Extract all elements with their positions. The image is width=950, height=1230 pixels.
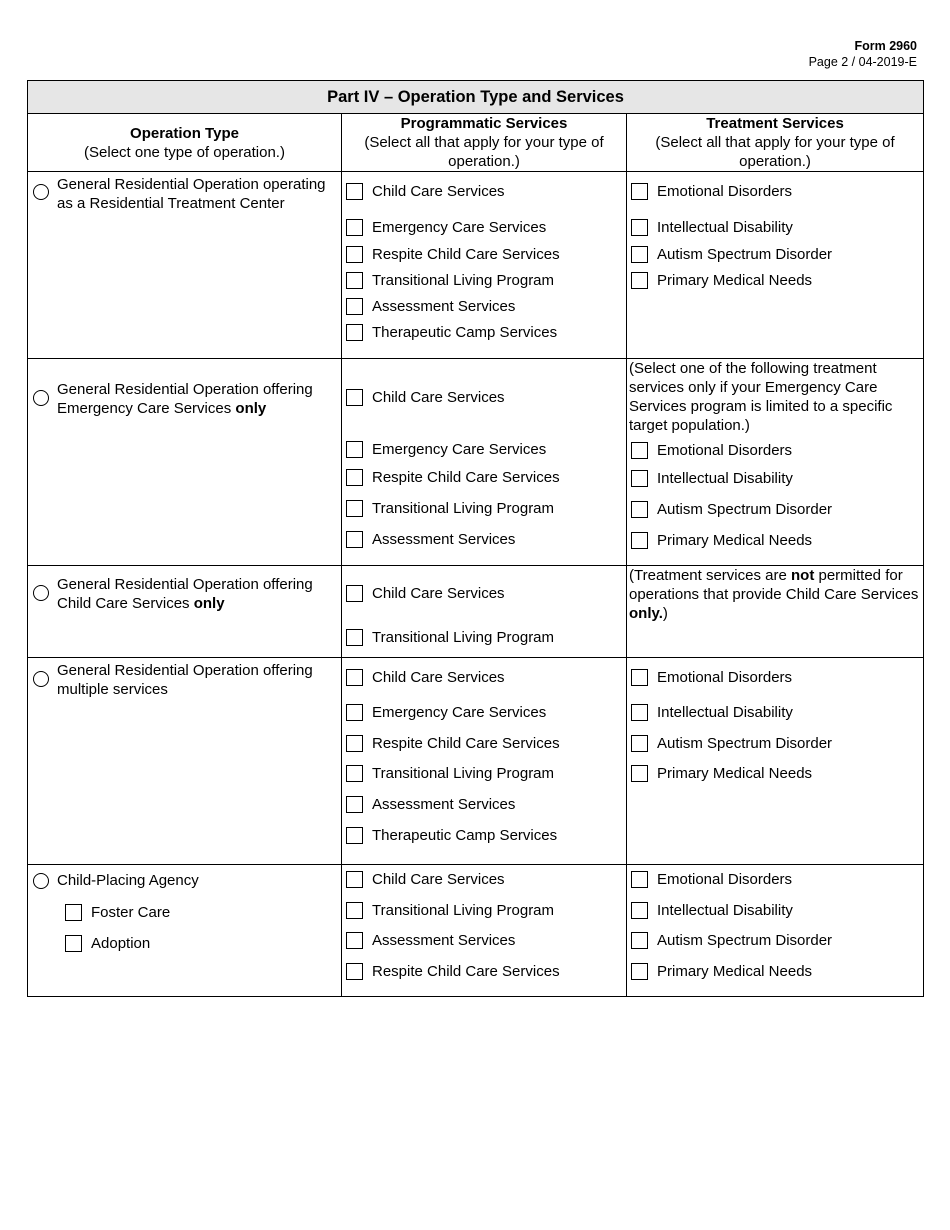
checkbox-label: Child Care Services — [372, 389, 505, 406]
checkbox-label: Assessment Services — [372, 796, 516, 813]
form-header — [809, 38, 917, 70]
checkbox-label: Primary Medical Needs — [657, 532, 813, 549]
checkbox[interactable] — [346, 629, 363, 646]
checkbox[interactable] — [346, 469, 363, 486]
note-text: permitted for operations that provide Child Care Services — [629, 567, 919, 603]
checkbox[interactable] — [346, 183, 363, 200]
checkbox[interactable] — [346, 219, 363, 236]
checkbox-item[interactable] — [342, 735, 626, 752]
checkbox-item[interactable] — [627, 669, 923, 686]
checkbox-label: Assessment Services — [372, 932, 516, 949]
checkbox[interactable] — [346, 585, 363, 602]
checkbox-label: Therapeutic Camp Services — [372, 324, 558, 341]
checkbox-item[interactable] — [342, 704, 626, 721]
note-text: ) — [662, 605, 668, 622]
checkbox[interactable] — [346, 531, 363, 548]
operation-type-title: Operation Type — [130, 124, 239, 142]
checkbox-item[interactable] — [627, 442, 923, 459]
checkbox[interactable] — [346, 827, 363, 844]
treatment-subtitle: (Select all that apply for your type of operation.) — [655, 134, 895, 170]
checkbox[interactable] — [631, 765, 648, 782]
checkbox-label: Primary Medical Needs — [657, 272, 813, 289]
checkbox[interactable] — [631, 532, 648, 549]
checkbox-label: Emotional Disorders — [657, 183, 793, 200]
operation-option-cpa[interactable] — [28, 865, 341, 890]
checkbox[interactable] — [346, 735, 363, 752]
checkbox-label: Foster Care — [91, 904, 171, 921]
checkbox-label: Emergency Care Services — [372, 219, 547, 236]
checkbox-label: Autism Spectrum Disorder — [657, 246, 833, 263]
checkbox-label: Transitional Living Program — [372, 272, 555, 289]
checkbox-item[interactable] — [342, 246, 626, 263]
checkbox-item[interactable] — [627, 765, 923, 782]
checkbox[interactable] — [65, 904, 82, 921]
checkbox-label: Respite Child Care Services — [372, 735, 560, 752]
checkbox[interactable] — [346, 871, 363, 888]
checkbox[interactable] — [346, 500, 363, 517]
operation-option-label: General Residential Operation operating as a Residential Treatment Center — [57, 176, 326, 212]
operation-option-multiple[interactable] — [28, 658, 341, 699]
checkbox-item[interactable] — [342, 765, 626, 782]
checkbox-item[interactable] — [342, 963, 626, 980]
checkbox-label: Child Care Services — [372, 669, 505, 686]
checkbox[interactable] — [631, 501, 648, 518]
operation-type-header — [28, 114, 342, 172]
checkbox-item[interactable] — [627, 532, 923, 549]
form-number: Form 2960 — [854, 39, 917, 53]
checkbox[interactable] — [631, 902, 648, 919]
checkbox-item[interactable] — [342, 902, 626, 919]
note-bold: only. — [629, 605, 663, 622]
checkbox-item[interactable] — [342, 500, 626, 517]
operation-option-childcare[interactable] — [28, 572, 341, 613]
table-row — [28, 566, 924, 658]
treatment-note — [627, 566, 923, 623]
checkbox-label: Intellectual Disability — [657, 704, 793, 721]
checkbox[interactable] — [346, 765, 363, 782]
checkbox[interactable] — [346, 298, 363, 315]
operation-option-rtc[interactable] — [28, 172, 341, 213]
checkbox-item[interactable] — [342, 324, 626, 341]
checkbox[interactable] — [631, 871, 648, 888]
checkbox-label: Child Care Services — [372, 871, 505, 888]
checkbox-item[interactable] — [342, 272, 626, 289]
operation-type-subtitle: (Select one type of operation.) — [84, 143, 285, 161]
checkbox-item[interactable] — [342, 441, 626, 458]
checkbox-label: Emergency Care Services — [372, 441, 547, 458]
checkbox-item[interactable] — [627, 871, 923, 888]
checkbox-label: Respite Child Care Services — [372, 246, 560, 263]
part-title: Part IV – Operation Type and Services — [28, 81, 924, 114]
checkbox-label: Transitional Living Program — [372, 500, 555, 517]
checkbox-item[interactable] — [627, 246, 923, 263]
table-row — [28, 865, 924, 997]
table-row — [28, 658, 924, 865]
checkbox[interactable] — [631, 442, 648, 459]
checkbox-item[interactable] — [627, 183, 923, 200]
checkbox-label: Respite Child Care Services — [372, 469, 560, 486]
checkbox-item[interactable] — [342, 871, 626, 888]
checkbox-label: Emotional Disorders — [657, 442, 793, 459]
operation-option-emergency[interactable] — [28, 377, 341, 418]
checkbox[interactable] — [631, 735, 648, 752]
radio-button[interactable] — [33, 184, 49, 200]
checkbox[interactable] — [346, 963, 363, 980]
checkbox[interactable] — [631, 183, 648, 200]
checkbox-item[interactable] — [342, 796, 626, 813]
checkbox-item[interactable] — [342, 298, 626, 315]
checkbox-label: Primary Medical Needs — [657, 963, 813, 980]
checkbox-label: Autism Spectrum Disorder — [657, 735, 833, 752]
checkbox-item[interactable] — [342, 827, 626, 844]
table-row — [28, 172, 924, 359]
radio-button[interactable] — [33, 873, 49, 889]
programmatic-header — [342, 114, 627, 172]
radio-button[interactable] — [33, 585, 49, 601]
checkbox-label: Transitional Living Program — [372, 902, 555, 919]
checkbox[interactable] — [631, 219, 648, 236]
checkbox-item[interactable] — [627, 470, 923, 487]
checkbox-item[interactable] — [342, 183, 626, 200]
treatment-header — [627, 114, 924, 172]
checkbox[interactable] — [346, 389, 363, 406]
checkbox-item[interactable] — [627, 704, 923, 721]
note-text: (Treatment services are — [629, 567, 791, 584]
checkbox[interactable] — [346, 902, 363, 919]
checkbox[interactable] — [631, 272, 648, 289]
treatment-note: (Select one of the following treatment services only if your Emergency Care Services program is limited to a specific target population.) — [629, 360, 893, 434]
operation-option-label: General Residential Operation offering multiple services — [57, 662, 313, 698]
programmatic-title: Programmatic Services — [400, 115, 568, 132]
operation-option-text: General Residential Operation offering Emergency Care Services — [57, 381, 313, 417]
checkbox-item[interactable] — [342, 219, 626, 236]
operation-services-table — [27, 80, 924, 997]
table-row — [28, 359, 924, 566]
page-info: Page 2 / 04-2019-E — [808, 55, 917, 69]
checkbox-label: Adoption — [91, 935, 151, 952]
operation-option-bold: only — [193, 595, 225, 612]
operation-option-label: Child-Placing Agency — [57, 872, 199, 889]
checkbox-label: Intellectual Disability — [657, 219, 793, 236]
checkbox-label: Transitional Living Program — [372, 629, 555, 646]
checkbox[interactable] — [346, 704, 363, 721]
checkbox-label: Intellectual Disability — [657, 902, 793, 919]
checkbox[interactable] — [346, 669, 363, 686]
checkbox-label: Respite Child Care Services — [372, 963, 560, 980]
checkbox-item[interactable] — [342, 669, 626, 686]
checkbox-item[interactable] — [627, 963, 923, 980]
operation-option-text: General Residential Operation offering Child Care Services — [57, 576, 313, 612]
checkbox-item[interactable] — [627, 902, 923, 919]
checkbox[interactable] — [346, 272, 363, 289]
checkbox-label: Emotional Disorders — [657, 669, 793, 686]
checkbox[interactable] — [631, 246, 648, 263]
checkbox[interactable] — [631, 470, 648, 487]
programmatic-subtitle: (Select all that apply for your type of operation.) — [364, 134, 604, 170]
checkbox-label: Emergency Care Services — [372, 704, 547, 721]
operation-option-bold: only — [235, 400, 267, 417]
checkbox-label: Child Care Services — [372, 585, 505, 602]
checkbox-label: Autism Spectrum Disorder — [657, 932, 833, 949]
checkbox-item[interactable] — [342, 629, 626, 646]
checkbox-item[interactable] — [342, 531, 626, 548]
radio-button[interactable] — [33, 671, 49, 687]
checkbox[interactable] — [631, 669, 648, 686]
treatment-title: Treatment Services — [706, 115, 844, 132]
checkbox-item[interactable] — [627, 219, 923, 236]
checkbox[interactable] — [631, 932, 648, 949]
sub-option-foster-care[interactable] — [61, 904, 341, 921]
checkbox-label: Transitional Living Program — [372, 765, 555, 782]
checkbox-label: Therapeutic Camp Services — [372, 827, 558, 844]
checkbox[interactable] — [346, 796, 363, 813]
checkbox-item[interactable] — [627, 735, 923, 752]
checkbox[interactable] — [346, 246, 363, 263]
checkbox-label: Assessment Services — [372, 531, 516, 548]
checkbox[interactable] — [346, 324, 363, 341]
checkbox-item[interactable] — [627, 932, 923, 949]
checkbox-label: Primary Medical Needs — [657, 765, 813, 782]
operation-option-label — [57, 377, 341, 418]
checkbox[interactable] — [631, 704, 648, 721]
checkbox-label: Child Care Services — [372, 183, 505, 200]
checkbox-label: Assessment Services — [372, 298, 516, 315]
note-bold: not — [791, 567, 815, 584]
sub-option-adoption[interactable] — [61, 935, 341, 952]
checkbox[interactable] — [346, 441, 363, 458]
radio-button[interactable] — [33, 390, 49, 406]
checkbox-label: Emotional Disorders — [657, 871, 793, 888]
checkbox-label: Intellectual Disability — [657, 470, 793, 487]
operation-option-label — [57, 572, 341, 613]
checkbox-label: Autism Spectrum Disorder — [657, 501, 833, 518]
checkbox[interactable] — [631, 963, 648, 980]
checkbox-item[interactable] — [342, 389, 626, 406]
checkbox-item[interactable] — [342, 469, 626, 486]
checkbox-item[interactable] — [627, 501, 923, 518]
checkbox[interactable] — [65, 935, 82, 952]
checkbox[interactable] — [346, 932, 363, 949]
checkbox-item[interactable] — [627, 272, 923, 289]
checkbox-item[interactable] — [342, 585, 626, 602]
checkbox-item[interactable] — [342, 932, 626, 949]
